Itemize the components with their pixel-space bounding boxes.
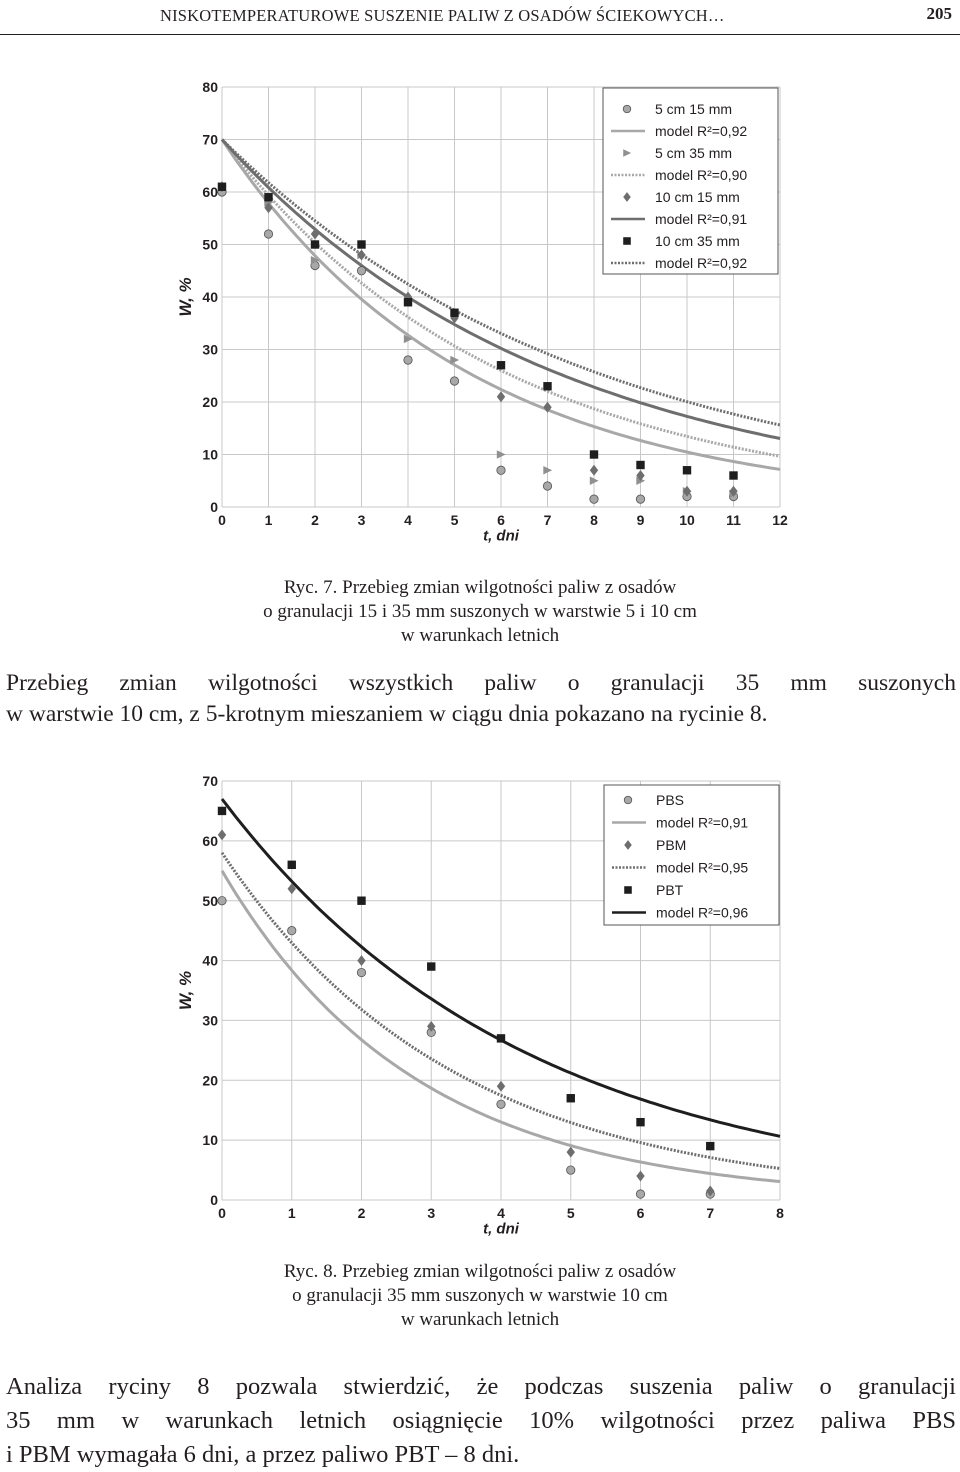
y-tick-label: 40 (202, 952, 218, 969)
legend (604, 785, 779, 925)
data-point-circle (404, 356, 412, 364)
data-point-square (683, 466, 691, 474)
y-tick-label: 40 (202, 289, 218, 306)
y-tick-label: 80 (202, 79, 218, 96)
data-point-circle (357, 267, 365, 275)
legend-label: model R²=0,95 (656, 859, 749, 876)
y-tick-label: 70 (202, 773, 218, 790)
x-tick-label: 3 (357, 512, 366, 528)
y-tick-label: 30 (202, 1012, 218, 1029)
data-point-square (311, 240, 319, 248)
data-point-circle (543, 482, 551, 490)
figure-7-caption (0, 576, 960, 648)
data-point-diamond (497, 1081, 505, 1092)
data-point-circle (636, 495, 644, 503)
y-tick-label: 0 (210, 1192, 218, 1209)
data-point-square (590, 450, 598, 458)
data-point-circle (288, 926, 296, 934)
running-title: NISKOTEMPERATUROWE SUSZENIE PALIW Z OSADÓW ŚCIEKOWYCH… (160, 6, 725, 25)
data-point-square (706, 1142, 714, 1150)
chart-2-group (176, 773, 784, 1238)
data-point-square (357, 240, 365, 248)
x-tick-label: 2 (357, 1205, 366, 1221)
data-point-square (497, 1034, 505, 1042)
y-tick-label: 10 (202, 446, 218, 463)
x-tick-label: 11 (726, 512, 741, 528)
data-point-diamond (357, 955, 365, 966)
legend-label: model R²=0,92 (655, 255, 748, 271)
figure-7-caption-line: o granulacji 15 i 35 mm suszonych w warstwie 5 i 10 cm (263, 601, 697, 622)
data-point-square (497, 361, 505, 369)
x-tick-label: 4 (497, 1205, 505, 1221)
x-tick-label: 2 (311, 512, 319, 528)
x-axis-label: t, dni (483, 1220, 519, 1238)
data-point-square (357, 897, 365, 905)
data-point-circle (218, 897, 226, 905)
paragraph-line: w warstwie 10 cm, z 5-krotnym mieszaniem w ciągu dnia pokazano na rycinie 8. (6, 701, 768, 727)
legend-label: model R²=0,90 (655, 167, 748, 183)
data-point-circle (567, 1166, 575, 1174)
y-tick-label: 30 (202, 341, 218, 358)
y-tick-label: 0 (210, 499, 218, 516)
y-tick-label: 20 (202, 394, 218, 411)
paragraph-1 (6, 668, 956, 730)
x-tick-label: 0 (218, 1205, 226, 1221)
data-point-square (636, 1118, 644, 1126)
y-tick-label: 20 (202, 1072, 218, 1089)
y-tick-label: 70 (202, 131, 218, 148)
y-tick-label: 50 (202, 892, 218, 909)
legend-label: model R²=0,91 (655, 211, 748, 227)
x-tick-label: 5 (450, 512, 459, 528)
data-point-square (288, 861, 296, 869)
data-point-square (264, 193, 272, 201)
x-tick-label: 7 (543, 512, 552, 528)
y-axis-label: W, % (176, 277, 196, 317)
data-point-square (427, 962, 435, 970)
legend-label: PBM (656, 837, 687, 853)
data-point-circle (636, 1190, 644, 1198)
figure-7-caption-line: w warunkach letnich (400, 625, 560, 646)
data-point-circle (497, 1100, 505, 1108)
figure-8-caption-line: w warunkach letnich (400, 1309, 560, 1330)
x-tick-label: 10 (679, 512, 695, 528)
legend-marker (624, 886, 632, 894)
paragraph-2 (6, 1370, 956, 1472)
data-point-square (543, 382, 551, 390)
x-tick-label: 6 (497, 512, 505, 528)
data-point-diamond (567, 1147, 575, 1158)
x-tick-label: 7 (706, 1205, 715, 1221)
legend-label: 10 cm 15 mm (655, 189, 740, 205)
y-tick-label: 50 (202, 236, 218, 253)
legend-label: model R²=0,91 (656, 814, 749, 831)
data-point-square (450, 309, 458, 317)
data-point-circle (264, 230, 272, 238)
data-point-circle (497, 466, 505, 474)
x-tick-label: 12 (772, 512, 788, 528)
figure-8-caption-line: Ryc. 8. Przebieg zmian wilgotności paliw z osadów (283, 1261, 677, 1282)
paragraph-line: Analiza ryciny 8 pozwala stwierdzić, że podczas suszenia paliw o granulacji (6, 1373, 956, 1400)
x-tick-label: 8 (776, 1205, 784, 1221)
x-tick-label: 5 (566, 1205, 575, 1221)
x-tick-label: 8 (590, 512, 598, 528)
legend-label: 10 cm 35 mm (655, 233, 740, 249)
paragraph-line: Przebieg zmian wilgotności wszystkich paliw o granulacji 35 mm suszonych (6, 670, 956, 696)
legend-label: model R²=0,92 (655, 123, 748, 139)
x-tick-label: 0 (218, 512, 226, 528)
data-point-square (567, 1094, 575, 1102)
legend-label: 5 cm 15 mm (655, 101, 733, 117)
data-point-square (218, 807, 226, 815)
page-number: 205 (926, 4, 952, 23)
data-point-circle (590, 495, 598, 503)
data-point-square (404, 298, 412, 306)
x-tick-label: 6 (636, 1205, 645, 1221)
legend-label: PBT (656, 882, 684, 898)
paragraph-line: 35 mm w warunkach letnich osiągnięcie 10% wilgotności przez paliwa PBS (6, 1407, 956, 1434)
legend (603, 88, 778, 274)
y-tick-label: 60 (202, 184, 218, 201)
legend-marker (623, 237, 631, 245)
legend-label: model R²=0,96 (656, 904, 749, 921)
legend-marker (624, 796, 632, 804)
data-point-square (218, 183, 226, 191)
legend-label: 5 cm 35 mm (655, 145, 733, 161)
y-tick-label: 60 (202, 832, 218, 849)
legend-marker (623, 105, 631, 113)
data-point-diamond (497, 391, 505, 402)
y-axis-label: W, % (176, 970, 196, 1011)
x-axis-label: t, dni (483, 527, 519, 545)
legend-label: PBS (656, 792, 685, 808)
data-point-square (729, 471, 737, 479)
data-point-diamond (590, 465, 598, 476)
data-point-circle (357, 968, 365, 976)
x-tick-label: 1 (264, 512, 273, 528)
figure-8-caption-line: o granulacji 35 mm suszonych w warstwie 10 cm (292, 1285, 668, 1306)
x-tick-label: 3 (427, 1205, 436, 1221)
paragraph-line: i PBM wymagała 6 dni, a przez paliwo PBT – 8 dni. (6, 1441, 520, 1468)
data-point-diamond (218, 829, 226, 840)
chart-1-group (176, 79, 788, 545)
data-point-diamond (636, 1171, 644, 1182)
data-point-square (636, 461, 644, 469)
figure-8-caption (0, 1260, 960, 1332)
x-tick-label: 4 (404, 512, 412, 528)
figure-7-caption-line: Ryc. 7. Przebieg zmian wilgotności paliw z osadów (283, 577, 677, 598)
x-tick-label: 9 (636, 512, 645, 528)
data-point-circle (450, 377, 458, 385)
x-tick-label: 1 (287, 1205, 296, 1221)
y-tick-label: 10 (202, 1132, 218, 1149)
